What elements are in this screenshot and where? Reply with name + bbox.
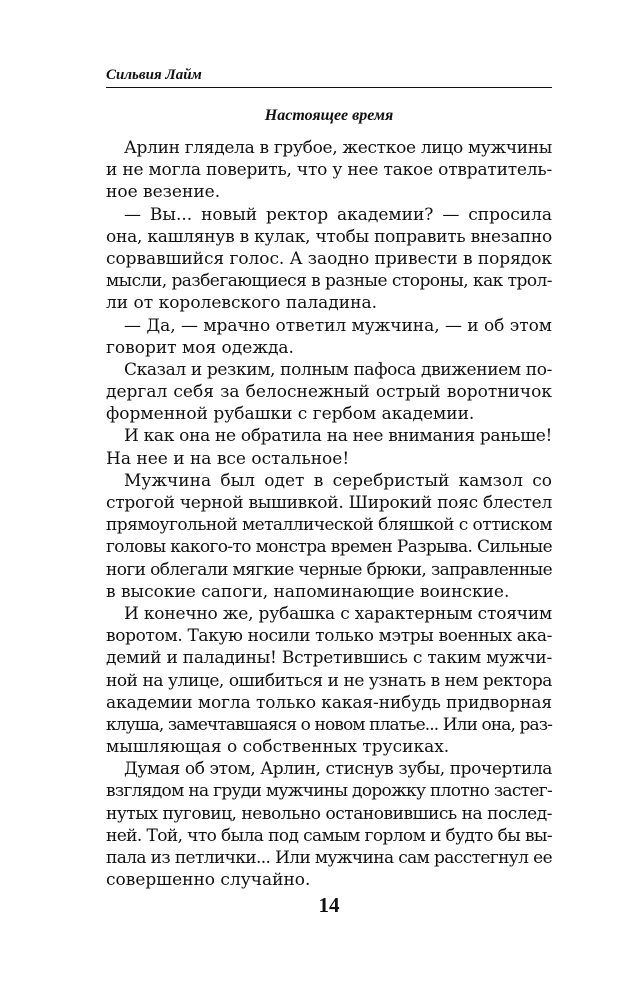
text-line: И конечно же, рубашка с характерным стоячим — [124, 603, 553, 624]
text-line: говорит моя одежда. — [106, 337, 294, 358]
text-line: демий и паладины! Встретившись с таким мужчи- — [106, 648, 552, 669]
text-line: пала из петлички... Или мужчина сам расстегнул ее — [106, 848, 553, 868]
text-line: форменной рубашки с гербом академии. — [106, 404, 475, 425]
section-title: Настоящее время — [264, 107, 394, 124]
page-number: 14 — [318, 893, 340, 917]
text-line: ли от королевского паладина. — [106, 293, 377, 314]
text-line: строгой черной вышивкой. Широкий пояс блестел — [106, 493, 553, 513]
text-line: академии могла только какая-нибудь придворная — [106, 692, 553, 713]
text-line: ное везение. — [106, 182, 221, 203]
text-line: Арлин глядела в грубое, жесткое лицо мужчины — [124, 138, 553, 158]
running-head-author: Сильвия Лайм — [106, 67, 202, 83]
text-line: Сказал и резким, полным пафоса движением по- — [124, 359, 552, 380]
text-line: и не могла поверить, что у нее такое отвратитель- — [106, 160, 552, 181]
text-line: совершенно случайно. — [106, 870, 311, 891]
text-line: взглядом на груди мужчины дорожку плотно застег- — [106, 781, 552, 802]
text-line: И как она не обратила на нее внимания раньше! — [124, 426, 552, 447]
text-line: нутых пуговиц, невольно остановившись на послед- — [106, 803, 553, 824]
text-line: мышляющая о собственных трусиках. — [106, 737, 450, 758]
text-line: ной на улице, ошибиться и не узнать в нем ректора — [106, 670, 552, 691]
text-line: головы какого-то монстра времен Разрыва. Сильные — [106, 537, 552, 558]
text-line: дергал себя за белоснежный острый воротничок — [106, 382, 552, 403]
text-line: воротом. Такую носили только мэтры военных ака- — [106, 626, 553, 647]
text-line: она, кашлянув в кулак, чтобы поправить внезапно — [106, 226, 552, 247]
header-rule — [106, 87, 552, 88]
text-line: клуша, замечтавшаяся о новом платье... Или она, раз- — [106, 714, 552, 735]
text-line: — Да, — мрачно ответил мужчина, — и об этом — [124, 315, 553, 336]
text-line: в высокие сапоги, напоминающие воинские. — [106, 581, 510, 602]
text-line: ней. Той, что была под самым горлом и будто бы вы- — [106, 825, 552, 846]
text-line: Думая об этом, Арлин, стиснув зубы, прочертила — [124, 759, 553, 780]
text-line: — Вы... новый ректор академии? — спросила — [124, 204, 552, 225]
text-line: мысли, разбегающиеся в разные стороны, как трол- — [106, 271, 553, 292]
text-line: прямоугольной металлической бляшкой с оттиском — [106, 515, 552, 536]
text-line: На нее и на все остальное! — [106, 448, 350, 469]
text-line: сорвавшийся голос. А заодно привести в порядок — [106, 248, 552, 269]
body-text — [106, 137, 552, 891]
text-line: Мужчина был одет в серебристый камзол со — [124, 470, 552, 491]
text-line: ноги облегали мягкие черные брюки, заправленные — [106, 559, 553, 580]
